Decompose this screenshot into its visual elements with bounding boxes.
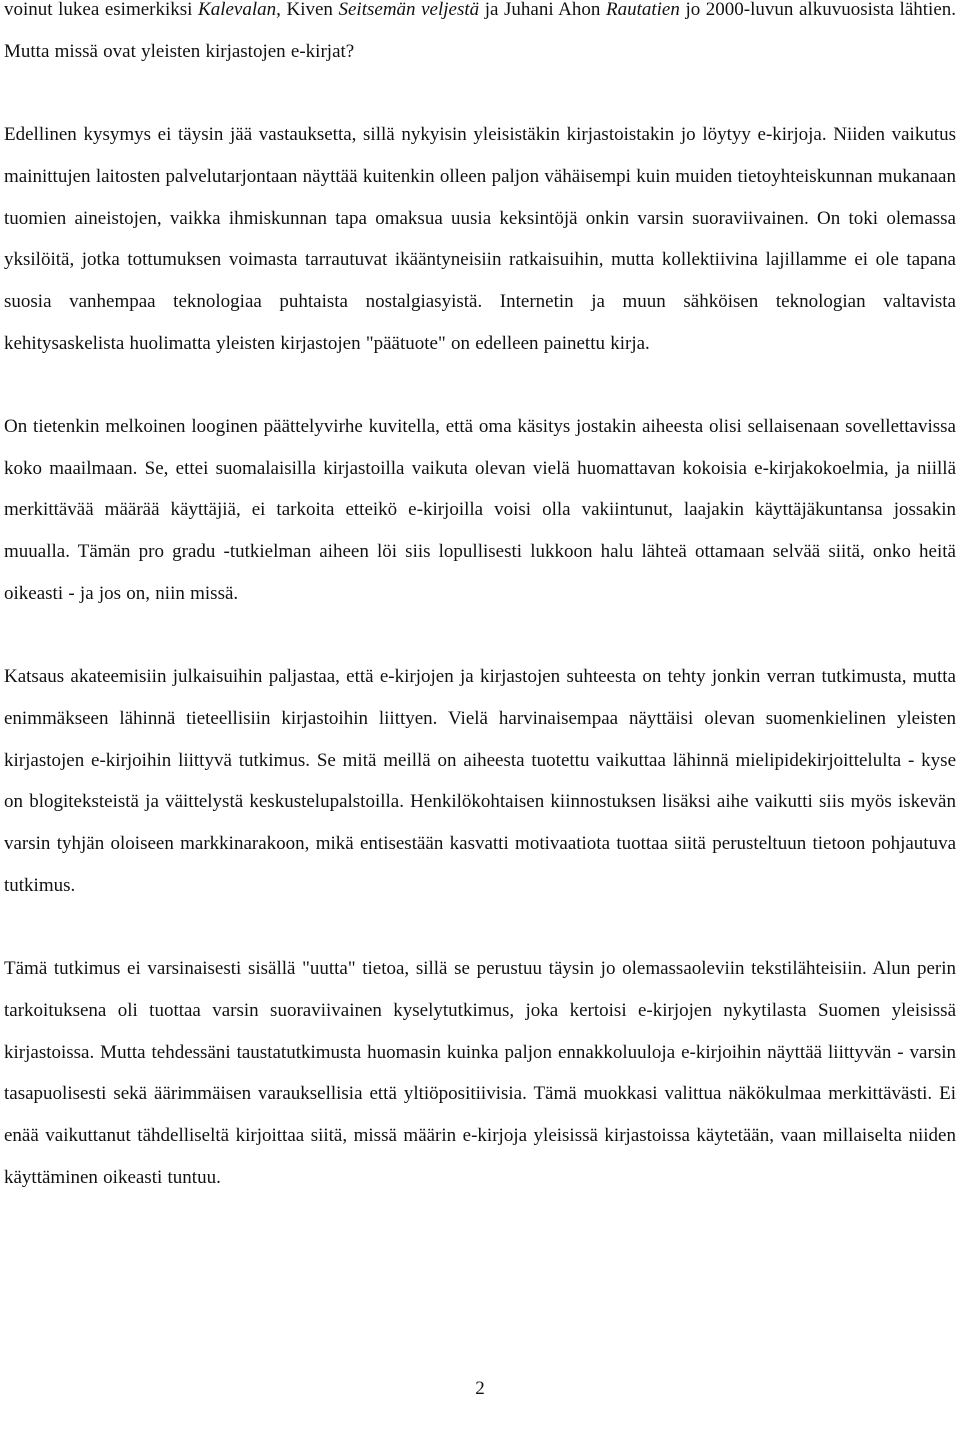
text-segment: voinut lukea esimerkiksi [4, 0, 199, 20]
paragraph-gap [4, 906, 956, 948]
italic-title: Kalevalan, [198, 0, 281, 20]
paragraph [4, 948, 956, 1198]
paragraph [4, 406, 956, 615]
text-segment: On tietenkin melkoinen looginen päättelyvirhe kuvitella, että oma käsitys jostakin aiheesta olisi sellaisenaan sovellettavissa koko maailmaan. Se, ettei suomalaisilla kirjastoilla vaikuta olevan vielä huomattavan kokoisia e-kirjakokoelmia, ja niillä merkittävää määrää käyttäjiä, ei tarkoita etteikö e-kirjoilla voisi olla vakiintunut, laajakin käyttäjäkuntansa jossakin muualla. Tämän pro gradu -tutkielman aiheen löi siis lopullisesti lukkoon halu lähteä ottamaan selvää siitä, onko heitä oikeasti - ja jos on, niin missä. [4, 416, 956, 604]
paragraph [4, 114, 956, 364]
paragraph [4, 0, 956, 72]
paragraph-gap [4, 72, 956, 114]
text-segment: Kiven [280, 0, 339, 20]
text-segment: Katsaus akateemisiin julkaisuihin paljastaa, että e-kirjojen ja kirjastojen suhteesta on tehty jonkin verran tutkimusta, mutta enimmäkseen lähinnä tieteellisiin kirjastoihin liittyen. Vielä harvinaisempaa näyttäisi olevan suomenkielinen yleisten kirjastojen e-kirjoihin liittyvä tutkimus. Se mitä meillä on aiheesta tuotettu vaikuttaa lähinnä mielipidekirjoittelulta - kyse on blogiteksteistä ja väittelystä keskustelupalstoilla. Henkilökohtaisen kiinnostuksen lisäksi aihe vaikutti siis myös iskevän varsin tyhjän oloiseen markkinarakoon, mikä entisestään kasvatti motivaatiota tuottaa siitä perusteltuun tietoon pohjautuva tutkimus. [4, 666, 956, 896]
page-number: 2 [475, 1378, 485, 1399]
text-segment: Edellinen kysymys ei täysin jää vastauksetta, sillä nykyisin yleisistäkin kirjastoistakin jo löytyy e-kirjoja. Niiden vaikutus mainittujen laitosten palvelutarjontaan näyttää kuitenkin olleen paljon vähäisempi kuin muiden tietoyhteiskunnan mukanaan tuomien aineistojen, vaikka ihmiskunnan tapa omaksua uusia keksintöjä onkin varsin suoraviivainen. On toki olemassa yksilöitä, jotka tottumuksen voimasta tarrautuvat ikääntyneisiin ratkaisuihin, mutta kollektiivina lajillamme ei ole tapana suosia vanhempaa teknologiaa puhtaista nostalgiasyistä. Internetin ja muun sähköisen teknologian valtavista kehitysaskelista huolimatta yleisten kirjastojen "päätuote" on edelleen painettu kirja. [4, 124, 956, 354]
text-segment: jo 2000-luvun alkuvuosista lähtien. Mutta missä ovat yleisten kirjastojen e-kirjat? [4, 0, 956, 62]
paragraph-gap [4, 364, 956, 406]
text-segment: ja Juhani Ahon [479, 0, 606, 20]
text-segment: Tämä tutkimus ei varsinaisesti sisällä "uutta" tietoa, sillä se perustuu täysin jo olemassaoleviin tekstilähteisiin. Alun perin tarkoituksena oli tuottaa varsin suoraviivainen kyselytutkimus, joka kertoisi e-kirjojen nykytilasta Suomen yleisissä kirjastoissa. Mutta tehdessäni taustatutkimusta huomasin kuinka paljon ennakkoluuloja e-kirjoihin näyttää liittyvän - varsin tasapuolisesti sekä äärimmäisen varauksellisia että yltiöpositiivisia. Tämä muokkasi valittua näkökulmaa merkittävästi. Ei enää vaikuttanut tähdelliseltä kirjoittaa siitä, missä määrin e-kirjoja yleisissä kirjastoissa käytetään, vaan millaiselta niiden käyttäminen oikeasti tuntuu. [4, 958, 956, 1188]
body-text [4, 0, 956, 1198]
paragraph-gap [4, 615, 956, 657]
italic-title: Seitsemän veljestä [338, 0, 480, 20]
paragraph [4, 656, 956, 906]
italic-title: Rautatien [605, 0, 680, 20]
